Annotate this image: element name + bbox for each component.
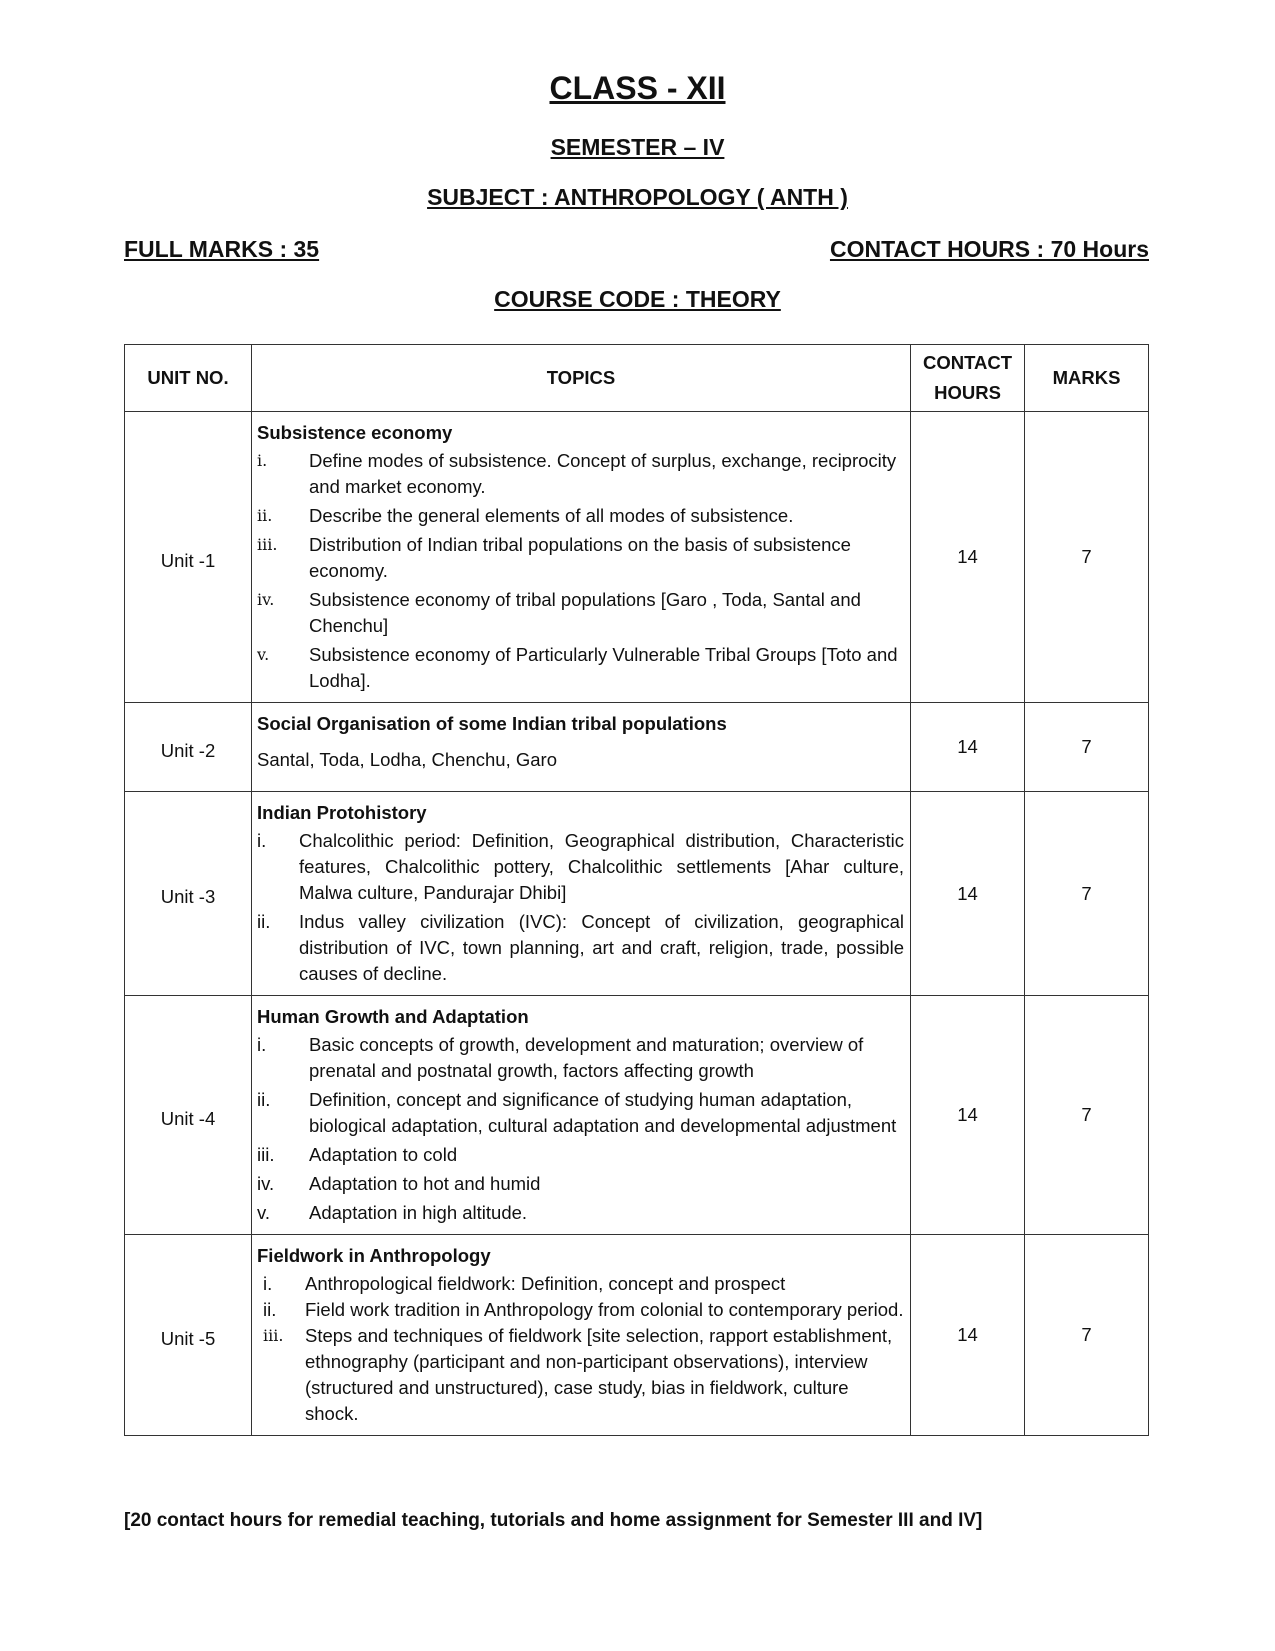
table-header-row — [125, 345, 1149, 412]
marks-value: 7 — [1025, 996, 1149, 1235]
list-item: iv. Subsistence economy of tribal populations [Garo , Toda, Santal and Chenchu] — [257, 589, 861, 636]
header-topics: TOPICS — [252, 345, 911, 412]
list-item: ii. Definition, concept and significance of studying human adaptation, biological adaptation, cultural adaptation and developmental adjustment — [257, 1089, 897, 1136]
list-item: i. Anthropological fieldwork: Definition, concept and prospect — [263, 1273, 786, 1294]
marks-value: 7 — [1025, 792, 1149, 996]
class-title: CLASS - XII — [549, 70, 726, 106]
table-row — [125, 1235, 1149, 1436]
table-row — [125, 792, 1149, 996]
unit-text: Santal, Toda, Lodha, Chenchu, Garo — [257, 749, 557, 770]
list-item: v. Adaptation in high altitude. — [257, 1202, 528, 1223]
unit-number: Unit -5 — [125, 1235, 252, 1436]
unit-topics — [252, 703, 911, 792]
topic-list — [257, 1032, 904, 1226]
header-contact-hours: CONTACT HOURS — [911, 345, 1025, 412]
marks-value: 7 — [1025, 1235, 1149, 1436]
list-item: iv. Adaptation to hot and humid — [257, 1173, 541, 1194]
list-item: ii. Indus valley civilization (IVC): Concept of civilization, geographical distribution of IVC, town planning, art and craft, religion, trade, possible causes of decline. — [257, 911, 904, 984]
list-item: iii. Steps and techniques of fieldwork [site selection, rapport establishment, ethnography (participant and non-participant observations), interview (structured and unstructured), case study, bias in fieldwork, culture shock. — [263, 1325, 893, 1424]
course-code-title: COURSE CODE : THEORY — [494, 286, 781, 312]
list-item: i. Basic concepts of growth, development and maturation; overview of prenatal and postnatal growth, factors affecting growth — [257, 1034, 864, 1081]
topic-list — [257, 1271, 904, 1427]
subject-title: SUBJECT : ANTHROPOLOGY ( ANTH ) — [427, 184, 848, 210]
unit-number: Unit -2 — [125, 703, 252, 792]
list-item: ii. Describe the general elements of all modes of subsistence. — [257, 505, 794, 526]
marks-value: 7 — [1025, 703, 1149, 792]
list-item: i. Chalcolithic period: Definition, Geographical distribution, Characteristic features, Chalcolithic pottery, Chalcolithic settlements [Ahar culture, Malwa culture, Pandurajar Dhibi] — [257, 830, 904, 903]
topic-list — [257, 448, 904, 694]
marks-value: 7 — [1025, 412, 1149, 703]
unit-topics — [252, 412, 911, 703]
unit-number: Unit -3 — [125, 792, 252, 996]
semester-title: SEMESTER – IV — [550, 134, 725, 160]
table-row — [125, 996, 1149, 1235]
list-item: iii. Adaptation to cold — [257, 1144, 458, 1165]
unit-topics — [252, 792, 911, 996]
table-row — [125, 703, 1149, 792]
unit-title: Human Growth and Adaptation — [257, 1006, 529, 1027]
unit-number: Unit -4 — [125, 996, 252, 1235]
unit-title: Subsistence economy — [257, 422, 453, 443]
contact-hours: CONTACT HOURS : 70 Hours — [829, 236, 1149, 262]
syllabus-table — [124, 344, 1149, 1436]
unit-title: Social Organisation of some Indian tribal populations — [257, 713, 727, 734]
contact-hours-value: 14 — [911, 996, 1025, 1235]
list-item: ii. Field work tradition in Anthropology from colonial to contemporary period. — [263, 1299, 904, 1320]
unit-title: Fieldwork in Anthropology — [257, 1245, 491, 1266]
header-unit-no: UNIT NO. — [125, 345, 252, 412]
contact-hours-value: 14 — [911, 412, 1025, 703]
topic-list — [257, 828, 904, 987]
list-item: v. Subsistence economy of Particularly Vulnerable Tribal Groups [Toto and Lodha]. — [257, 644, 898, 691]
contact-hours-value: 14 — [911, 1235, 1025, 1436]
table-row — [125, 412, 1149, 703]
unit-topics — [252, 996, 911, 1235]
contact-hours-value: 14 — [911, 792, 1025, 996]
unit-title: Indian Protohistory — [257, 802, 427, 823]
header-marks: MARKS — [1025, 345, 1149, 412]
unit-topics — [252, 1235, 911, 1436]
list-item: i. Define modes of subsistence. Concept of surplus, exchange, reciprocity and market economy. — [257, 450, 897, 497]
contact-hours-value: 14 — [911, 703, 1025, 792]
list-item: iii. Distribution of Indian tribal populations on the basis of subsistence economy. — [257, 534, 851, 581]
full-marks: FULL MARKS : 35 — [124, 236, 320, 262]
footnote: [20 contact hours for remedial teaching, tutorials and home assignment for Semester III and IV] — [124, 1510, 983, 1531]
unit-number: Unit -1 — [125, 412, 252, 703]
